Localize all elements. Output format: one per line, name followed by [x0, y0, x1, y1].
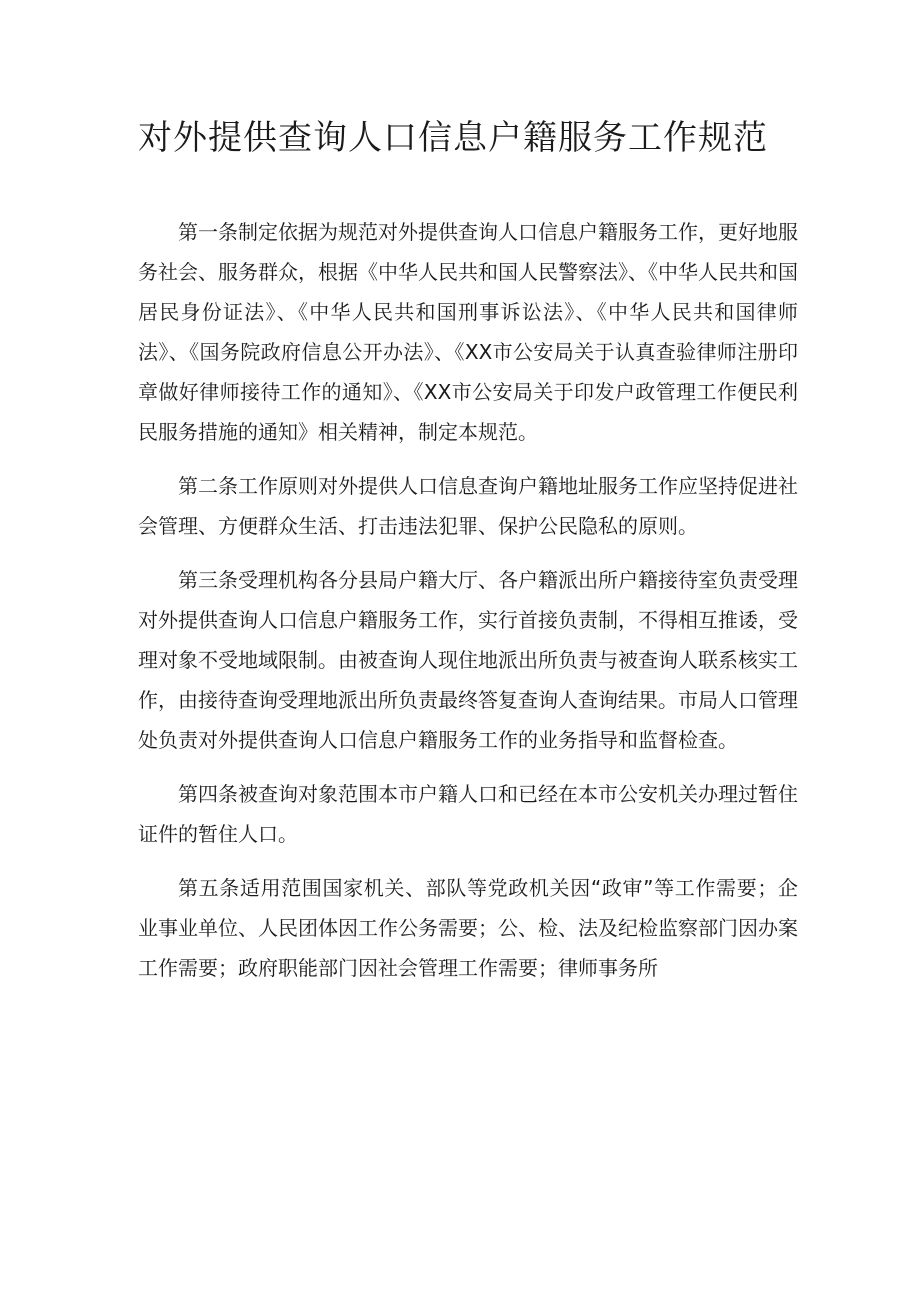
article-5-paragraph: 第五条适用范围国家机关、部队等党政机关因“政审”等工作需要；企业事业单位、人民团体因工作公务需要；公、检、法及纪检监察部门因办案工作需要；政府职能部门因社会管理工作需要；律师事务所	[138, 876, 798, 980]
document-body	[138, 212, 798, 1002]
article-1-paragraph: 第一条制定依据为规范对外提供查询人口信息户籍服务工作，更好地服务社会、服务群众，根据《中华人民共和国人民警察法》、《中华人民共和国居民身份证法》、《中华人民共和国刑事诉讼法》、《中华人民共和国律师法》、《国务院政府信息公开办法》、《XX市公安局关于认真查验律师注册印章做好律师接待工作的通知》、《XX市公安局关于印发户政管理工作便民利民服务措施的通知》相关精神，制定本规范。	[138, 220, 798, 444]
article-2-paragraph: 第二条工作原则对外提供人口信息查询户籍地址服务工作应坚持促进社会管理、方便群众生活、打击违法犯罪、保护公民隐私的原则。	[138, 474, 798, 538]
article-3-paragraph: 第三条受理机构各分县局户籍大厅、各户籍派出所户籍接待室负责受理对外提供查询人口信息户籍服务工作，实行首接负责制，不得相互推诿，受理对象不受地域限制。由被查询人现住地派出所负责与被查询人联系核实工作，由接待查询受理地派出所负责最终答复查询人查询结果。市局人口管理处负责对外提供查询人口信息户籍服务工作的业务指导和监督检查。	[138, 568, 798, 752]
document-title: 对外提供查询人口信息户籍服务工作规范	[138, 118, 768, 158]
article-4-paragraph: 第四条被查询对象范围本市户籍人口和已经在本市公安机关办理过暂住证件的暂住人口。	[138, 782, 798, 846]
